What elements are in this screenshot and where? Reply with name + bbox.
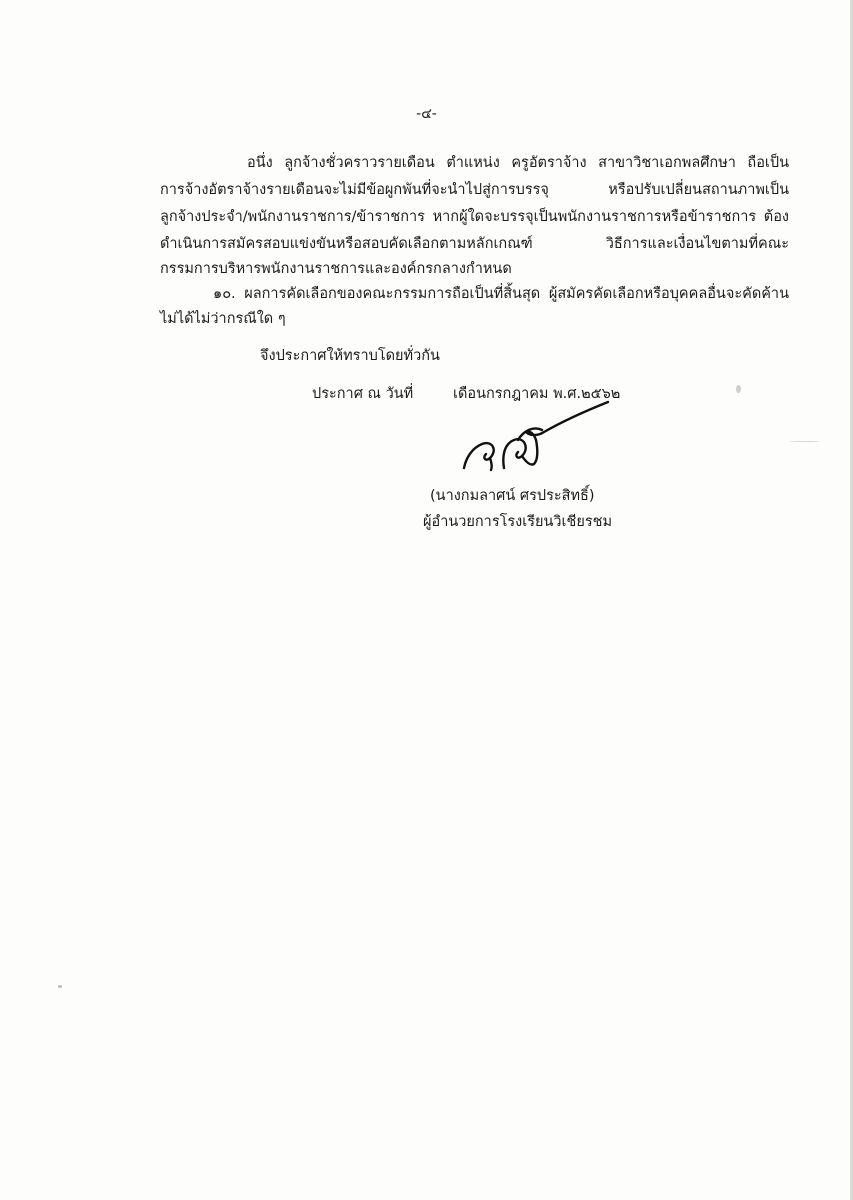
scan-speck xyxy=(58,985,62,988)
paragraph-1-line-4: ดำเนินการสมัครสอบแข่งขันหรือสอบคัดเลือกตามหลักเกณฑ์ วิธีการและเงื่อนไขตามที่คณะ xyxy=(160,236,789,252)
paragraph-1-line-3: ลูกจ้างประจำ/พนักงานราชการ/ข้าราชการ หากผู้ใดจะบรรจุเป็นพนักงานราชการหรือข้าราชการ ต้อง xyxy=(160,209,789,225)
paragraph-1-line-5: กรรมการบริหารพนักงานราชการและองค์กรกลางกำหนด xyxy=(160,261,512,277)
signatory-name: (นางกมลาศน์ ศรประสิทธิ์) xyxy=(430,488,595,504)
scan-speck xyxy=(790,441,820,442)
signature-image xyxy=(458,400,628,480)
paragraph-1-line-1: อนึ่ง ลูกจ้างชั่วคราวรายเดือน ตำแหน่ง ครูอัตราจ้าง สาขาวิชาเอกพลศึกษา ถือเป็น xyxy=(247,155,789,171)
date-prefix: ประกาศ ณ วันที่ xyxy=(312,386,414,402)
scan-speck xyxy=(736,385,741,393)
page-number: -๔- xyxy=(416,106,437,122)
paragraph-1-line-2: การจ้างอัตราจ้างรายเดือนจะไม่มีข้อผูกพันที่จะนำไปสู่การบรรจุ หรือปรับเปลี่ยนสถานภาพเป็น xyxy=(160,182,789,198)
signatory-position: ผู้อำนวยการโรงเรียนวิเชียรชม xyxy=(423,514,613,530)
paragraph-2-line-1: ๑๐. ผลการคัดเลือกของคณะกรรมการถือเป็นที่สิ้นสุด ผู้สมัครคัดเลือกหรือบุคคลอื่นจะคัดค้าน xyxy=(213,286,789,302)
paragraph-2-line-2: ไม่ได้ไม่ว่ากรณีใด ๆ xyxy=(160,311,286,327)
announcement-text: จึงประกาศให้ทราบโดยทั่วกัน xyxy=(260,348,440,364)
date-month-year: เดือนกรกฎาคม พ.ศ.๒๕๖๒ xyxy=(453,386,621,402)
